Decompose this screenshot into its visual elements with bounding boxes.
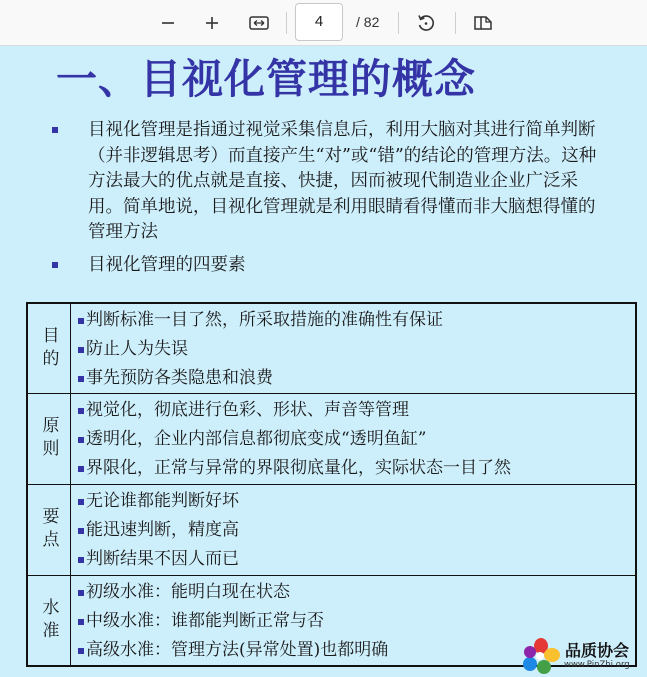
item-text: 初级水准：能明白现在状态: [86, 582, 290, 602]
item-text: 界限化，正常与异常的界限彻底量化，实际状态一目了然: [86, 458, 511, 478]
item-text: 透明化，企业内部信息都彻底变成“透明鱼缸”: [86, 429, 427, 449]
toolbar-divider: [398, 12, 399, 34]
watermark-url: www.PinZhi.org: [564, 660, 630, 670]
bullet-square-icon: [78, 347, 84, 353]
list-item: [76, 364, 632, 393]
row-header-text: 水准: [38, 597, 59, 644]
item-text: 高级水准：管理方法(异常处置)也都明确: [86, 640, 389, 660]
zoom-in-button[interactable]: [197, 8, 227, 38]
bullet-square-icon: [78, 648, 84, 654]
toolbar-divider: [286, 12, 287, 34]
bullet-square-icon: [78, 528, 84, 534]
zoom-out-icon: [160, 15, 176, 31]
list-item: [76, 335, 632, 364]
zoom-out-button[interactable]: [153, 8, 183, 38]
page-number-input[interactable]: 4: [295, 3, 343, 41]
item-text: 无论谁都能判断好坏: [86, 491, 239, 511]
bullet-square-icon: [78, 376, 84, 382]
bullet-square-icon: [78, 318, 84, 324]
list-item: [76, 454, 632, 483]
table-row: [28, 394, 635, 485]
bullet-text: 目视化管理的四要素: [88, 254, 246, 275]
toolbar-divider: [455, 12, 456, 34]
bullet-square-icon: [78, 557, 84, 563]
item-text: 视觉化，彻底进行色彩、形状、声音等管理: [86, 400, 409, 420]
bullet-square-icon: [78, 590, 84, 596]
row-items: [76, 306, 632, 393]
bullet-text: 目视化管理是指通过视觉采集信息后，利用大脑对其进行简单判断（并非逻辑思考）而直接产生“对”或“错”的结论的管理方法。这种方法最大的优点就是直接、快捷，因而被现代制造业企业广泛采用。简单地说，目视化管理就是利用眼睛看得懂而非大脑想得懂的管理方法: [88, 120, 597, 242]
fit-width-button[interactable]: [244, 8, 274, 38]
item-text: 事先预防各类隐患和浪费: [86, 368, 273, 388]
rotate-icon: [416, 13, 436, 33]
row-items: [76, 487, 632, 574]
item-text: 中级水准：谁都能判断正常与否: [86, 611, 324, 631]
row-header: [28, 304, 71, 393]
list-item: [76, 306, 632, 335]
list-item: [76, 487, 632, 516]
row-header-text: 要点: [38, 507, 59, 553]
zoom-in-icon: [204, 15, 220, 31]
row-header: [28, 576, 71, 665]
page-total: / 82: [356, 14, 380, 30]
row-header-text: 原则: [38, 416, 59, 462]
two-page-icon: [473, 14, 493, 32]
watermark-logo: [520, 636, 647, 677]
row-header: [28, 394, 71, 484]
list-item: [76, 607, 632, 636]
table-row: [28, 304, 635, 394]
item-text: 能迅速判断，精度高: [86, 520, 239, 540]
watermark-name: 品质协会: [565, 641, 630, 660]
bullet-square-icon: [78, 619, 84, 625]
flower-logo-icon: [520, 636, 562, 676]
rotate-button[interactable]: [411, 8, 441, 38]
list-item: [76, 545, 632, 574]
page-layout-button[interactable]: [468, 8, 498, 38]
pdf-toolbar: [0, 0, 647, 46]
bullet-item: [52, 253, 612, 279]
bullet-square-icon: [78, 408, 84, 414]
item-text: 判断标准一目了然，所采取措施的准确性有保证: [86, 310, 443, 330]
list-item: [76, 578, 632, 607]
slide-title: 一、目视化管理的概念: [56, 55, 476, 103]
item-text: 判断结果不因人而已: [86, 549, 239, 569]
four-elements-table: [26, 302, 637, 667]
bullet-list: [52, 118, 612, 285]
table-row: [28, 485, 635, 576]
bullet-item: [52, 118, 612, 246]
row-items: [76, 396, 632, 483]
item-text: 防止人为失误: [86, 339, 188, 359]
bullet-square-icon: [52, 262, 58, 268]
list-item: [76, 396, 632, 425]
bullet-square-icon: [52, 127, 58, 133]
bullet-square-icon: [78, 499, 84, 505]
row-header: [28, 485, 71, 575]
bullet-square-icon: [78, 437, 84, 443]
row-header-text: 目的: [38, 325, 59, 372]
bullet-square-icon: [78, 466, 84, 472]
fit-width-icon: [249, 15, 269, 31]
list-item: [76, 516, 632, 545]
list-item: [76, 425, 632, 454]
